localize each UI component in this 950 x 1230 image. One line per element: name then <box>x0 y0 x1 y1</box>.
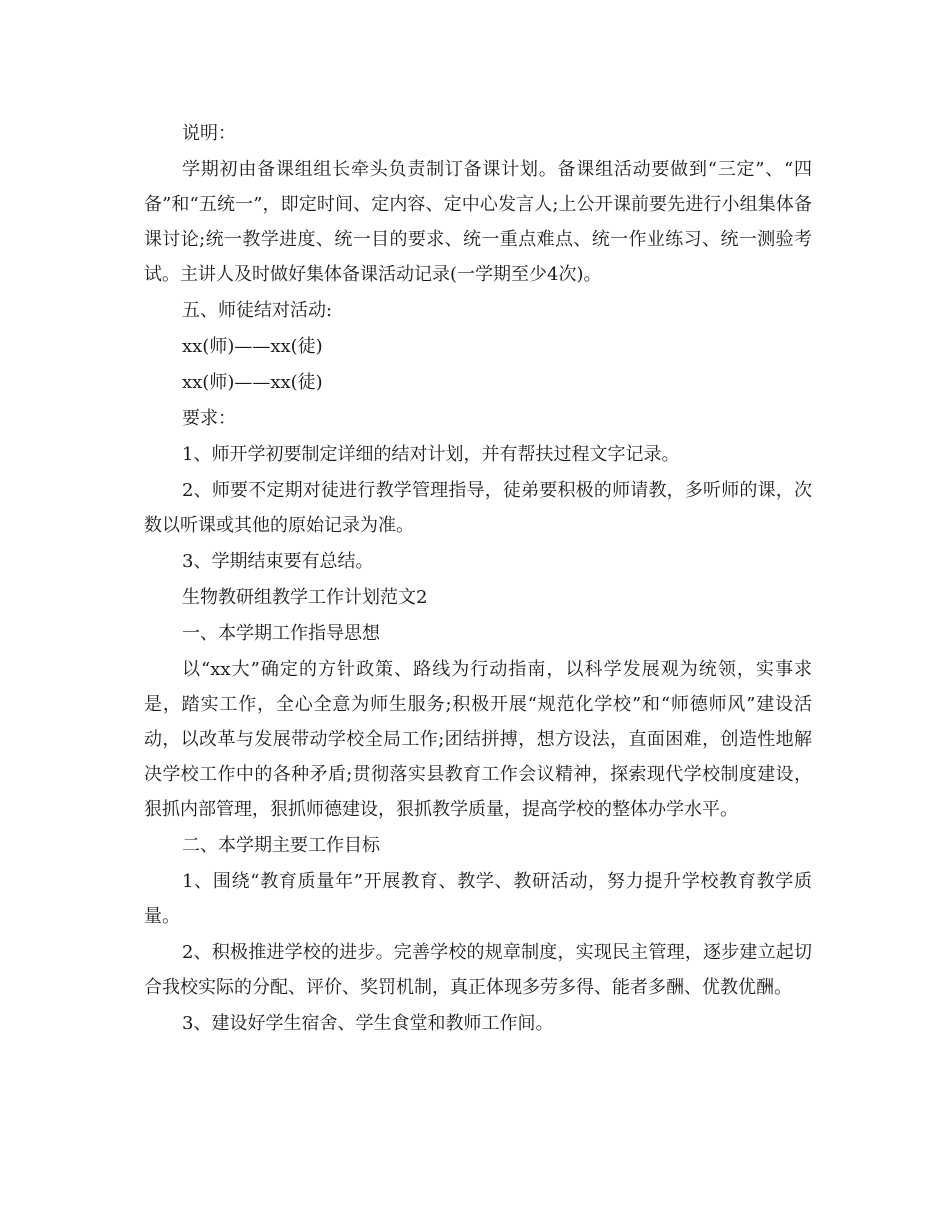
paragraph-requirements-heading: 要求： <box>182 408 236 429</box>
paragraph-guiding-thought: 以“xx大”确定的方针政策、路线为行动指南，以科学发展观为统领，实事求是，踏实工作，全心全意为师生服务;积极开展“规范化学校”和“师德师风”建设活动，以改革与发展带动学校全局工作;团结拼搏，想方设法，直面困难，创造性地解决学校工作中的各种矛盾;贯彻落实县教育工作会议精神，探索现代学校制度建设，狠抓内部管理，狠抓师德建设，狠抓教学质量，提高学校的整体办学水平。 <box>144 659 812 820</box>
paragraph-goal-1: 1、围绕“教育质量年”开展教育、教学、教研活动，努力提升学校教育教学质量。 <box>144 871 812 927</box>
paragraph-lesson-plan: 学期初由备课组组长牵头负责制订备课计划。备课组活动要做到“三定”、“四备”和“五统一”，即定时间、定内容、定中心发言人;上公开课前要先进行小组集体备课讨论;统一教学进度、统一目的要求、统一重点难点、统一作业练习、统一测验考试。主讲人及时做好集体备课活动记录(一学期至少4次)。 <box>144 159 812 285</box>
paragraph-requirement-1: 1、师开学初要制定详细的结对计划，并有帮扶过程文字记录。 <box>182 444 680 465</box>
paragraph-guiding-thought-heading: 一、本学期工作指导思想 <box>182 623 380 644</box>
paragraph-goal-3: 3、建设好学生宿舍、学生食堂和教师工作间。 <box>182 1013 554 1034</box>
paragraph-mentor-pair-1: xx(师)——xx(徒) <box>182 336 323 357</box>
paragraph-requirement-2: 2、师要不定期对徒进行教学管理指导，徒弟要积极的师请教，多听师的课，次数以听课或其他的原始记录为准。 <box>144 480 812 536</box>
paragraph-goals-heading: 二、本学期主要工作目标 <box>182 835 380 856</box>
paragraph-section-title: 生物教研组教学工作计划范文2 <box>182 587 428 608</box>
paragraph-mentor-heading: 五、师徒结对活动: <box>182 300 333 321</box>
paragraph-note-heading: 说明： <box>182 123 236 144</box>
document-body <box>144 116 812 1042</box>
paragraph-goal-2: 2、积极推进学校的进步。完善学校的规章制度，实现民主管理，逐步建立起切合我校实际的分配、评价、奖罚机制，真正体现多劳多得、能者多酬、优教优酬。 <box>144 942 812 998</box>
paragraph-requirement-3: 3、学期结束要有总结。 <box>182 551 374 572</box>
paragraph-mentor-pair-2: xx(师)——xx(徒) <box>182 372 323 393</box>
